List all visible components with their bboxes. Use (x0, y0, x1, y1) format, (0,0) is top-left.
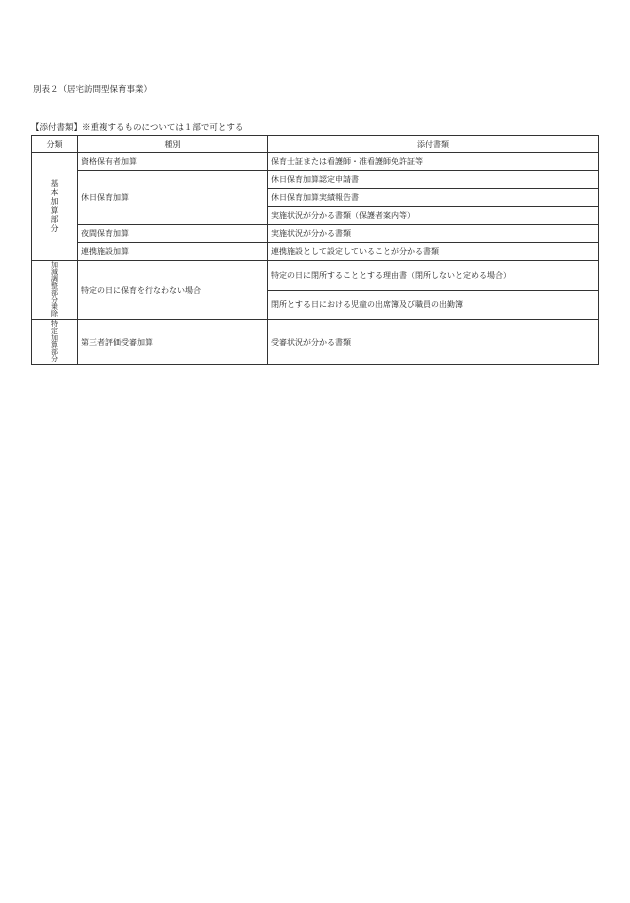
type-cell: 休日保育加算 (78, 171, 268, 225)
attachment-note: 【添付書類】※重複するものについては１部で可とする (31, 123, 244, 133)
type-cell: 第三者評価受審加算 (78, 320, 268, 365)
document-cell: 実施状況が分かる書類（保護者案内等） (268, 207, 599, 225)
document-cell: 保育士証または看護師・准看護師免許証等 (268, 153, 599, 171)
table-header-row (32, 136, 599, 153)
type-cell: 特定の日に保育を行なわない場合 (78, 261, 268, 320)
page-title: 別表２（居宅訪問型保育事業） (33, 85, 153, 95)
document-cell: 実施状況が分かる書類 (268, 225, 599, 243)
category-basic (32, 153, 78, 261)
table-row (32, 320, 599, 365)
table-row (32, 171, 599, 189)
document-cell: 休日保育加算実績報告書 (268, 189, 599, 207)
document-cell: 連携施設として設定していることが分かる書類 (268, 243, 599, 261)
category-basic-label: 基本加算部分 (50, 178, 59, 233)
attachment-table (31, 135, 599, 365)
type-cell: 連携施設加算 (78, 243, 268, 261)
type-cell: 資格保有者加算 (78, 153, 268, 171)
document-cell: 受審状況が分かる書類 (268, 320, 599, 365)
table-row (32, 261, 599, 291)
document-cell: 閉所とする日における児童の出席簿及び職員の出勤簿 (268, 290, 599, 320)
type-cell: 夜間保育加算 (78, 225, 268, 243)
header-category: 分類 (32, 136, 78, 153)
table-row (32, 243, 599, 261)
header-documents: 添付書類 (268, 136, 599, 153)
category-adjust-label: 加減調整部分乗除 (50, 261, 59, 317)
document-cell: 特定の日に閉所することとする理由書（閉所しないと定める場合） (268, 261, 599, 291)
document-cell: 休日保育加算認定申請書 (268, 171, 599, 189)
table-row (32, 153, 599, 171)
category-adjust (32, 261, 78, 320)
table-row (32, 225, 599, 243)
header-type: 種別 (78, 136, 268, 153)
category-specific (32, 320, 78, 365)
category-specific-label: 特定加算部分 (50, 320, 59, 362)
